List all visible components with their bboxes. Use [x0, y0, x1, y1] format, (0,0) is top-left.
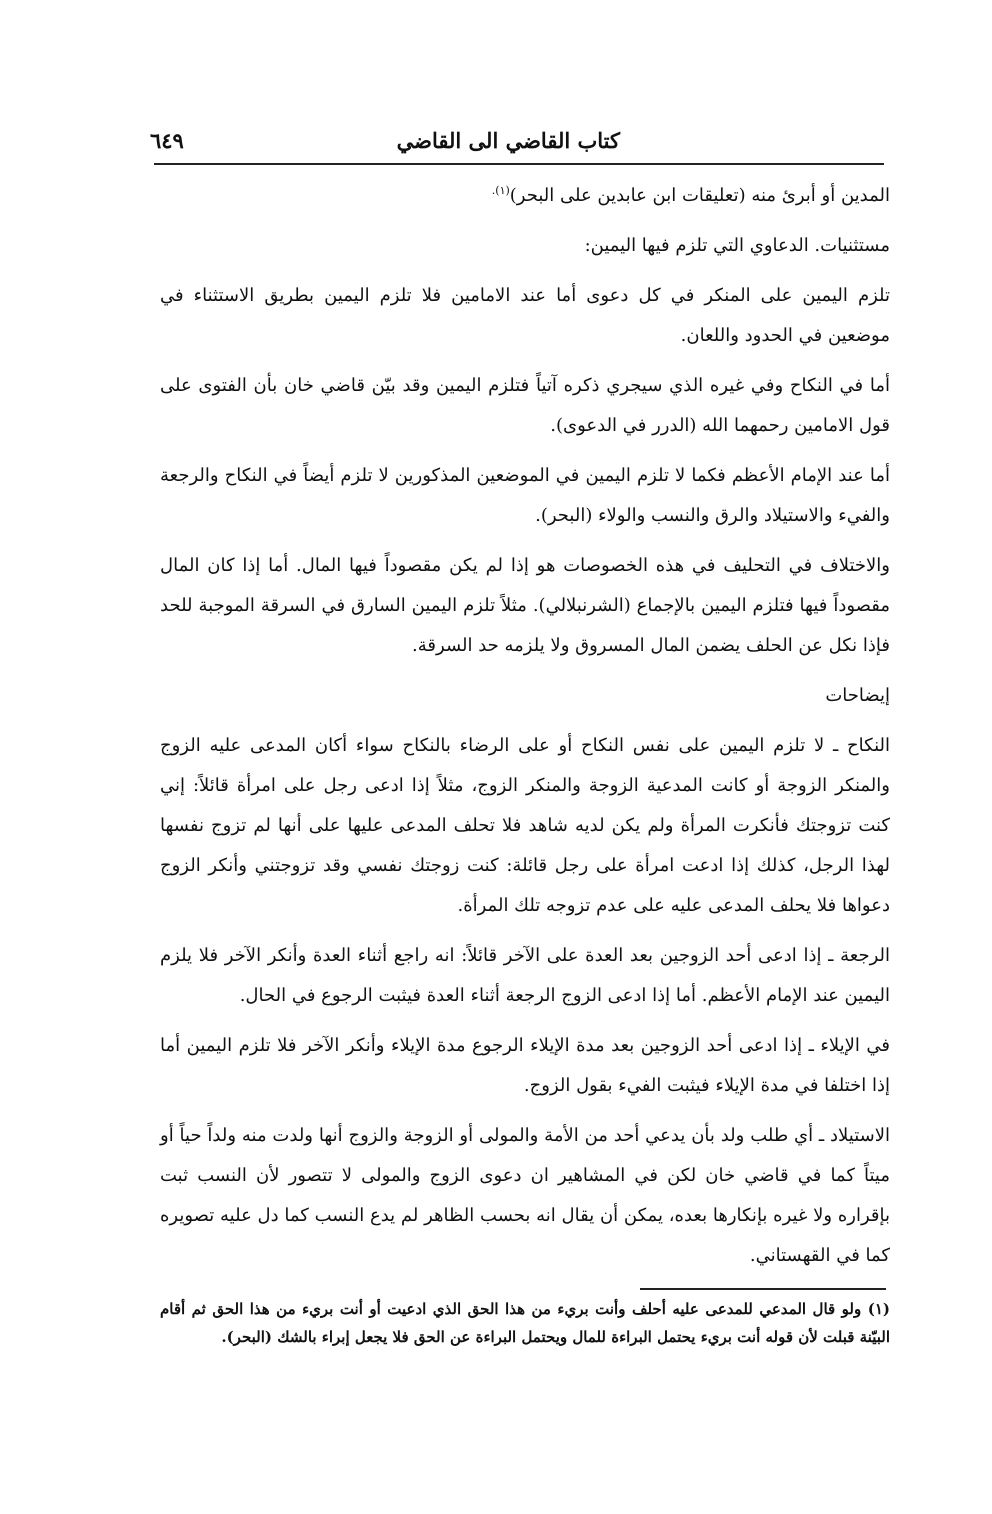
- paragraph-exceptions: مستثنيات. الدعاوي التي تلزم فيها اليمين:: [584, 235, 890, 256]
- footnote: (١) ولو قال المدعي للمدعى عليه أحلف وأنت بريء من هذا الحق الذي ادعيت أو أنت بريء من هذا الحق ثم أقام البيّنة قبلت لأن قوله أنت بريء يحتمل البراءة للمال ويحتمل البراءة عن الحق فلا يجعل إبراء بالشك (البحر).: [160, 1300, 890, 1346]
- paragraph: والاختلاف في التحليف في هذه الخصوصات هو إذا لم يكن مقصوداً فيها المال. أما إذا كان المال مقصوداً فيها فتلزم اليمين بالإجماع (الشرنبلالي). مثلاً تلزم اليمين السارق في السرقة الموجبة للحد فإذا نكل عن الحلف يضمن المال المسروق ولا يلزمه حد السرقة.: [160, 555, 890, 656]
- paragraph-istilad: الاستيلاد ـ أي طلب ولد بأن يدعي أحد من الأمة والمولى أو الزوجة والزوج أنها ولدت منه ولداً حياً أو ميتاً كما في قاضي خان لكن في المشاهير ان دعوى الزوج والمولى لا تتصور لأن النسب ثبت بإقراره ولا غيره بإنكارها بعده، يمكن أن يقال انه بحسب الظاهر لم يدع النسب كما دل عليه تصويره كما في القهستاني.: [160, 1125, 890, 1266]
- header-rule: [154, 163, 884, 165]
- paragraph: أما عند الإمام الأعظم فكما لا تلزم اليمين في الموضعين المذكورين لا تلزم أيضاً في النكاح والرجعة والفيء والاستيلاد والرق والنسب والولاء (البحر).: [160, 465, 890, 526]
- paragraph-intro: [160, 176, 890, 216]
- page-number: ٦٤٩: [150, 128, 184, 153]
- book-title: كتاب القاضي الى القاضي: [396, 128, 620, 153]
- footnote-rule: [640, 1288, 886, 1290]
- main-text: [160, 176, 890, 1286]
- paragraph: تلزم اليمين على المنكر في كل دعوى أما عند الامامين فلا تلزم اليمين بطريق الاستثناء في موضعين في الحدود واللعان.: [160, 285, 890, 346]
- paragraph: أما في النكاح وفي غيره الذي سيجري ذكره آتياً فتلزم اليمين وقد بيّن قاضي خان بأن الفتوى على قول الامامين رحمهما الله (الدرر في الدعوى).: [160, 375, 890, 436]
- section-heading: إيضاحات: [825, 685, 890, 706]
- paragraph-marriage: النكاح ـ لا تلزم اليمين على نفس النكاح أو على الرضاء بالنكاح سواء أكان المدعى عليه الزوج والمنكر الزوجة أو كانت المدعية الزوجة والمنكر الزوج، مثلاً إذا ادعى رجل على امرأة قائلاً: إني كنت تزوجتك فأنكرت المرأة ولم يكن لديه شاهد فلا تحلف المدعى عليها على أنها لم تزوج نفسها لهذا الرجل، كذلك إذا ادعت امرأة على رجل قائلة: كنت زوجتك نفسي وقد تزوجتني وأنكر الزوج دعواها فلا يحلف المدعى عليه على عدم تزوجه تلك المرأة.: [160, 735, 891, 916]
- paragraph-intro-text: المدين أو أبرئ منه (تعليقات ابن عابدين على البحر): [509, 185, 890, 206]
- paragraph-ila: في الإيلاء ـ إذا ادعى أحد الزوجين بعد مدة الإيلاء الرجوع مدة الإيلاء وأنكر الآخر فلا تلزم اليمين أما إذا اختلفا في مدة الإيلاء فيثبت الفيء بقول الزوج.: [160, 1035, 890, 1096]
- paragraph-revocation: الرجعة ـ إذا ادعى أحد الزوجين بعد العدة على الآخر قائلاً: انه راجع أثناء العدة وأنكر الآخر فلا يلزم اليمين عند الإمام الأعظم. أما إذا ادعى الزوج الرجعة أثناء العدة فيثبت الرجوع في الحال.: [160, 945, 890, 1006]
- footnote-marker: (١).: [491, 184, 510, 197]
- running-header: [150, 126, 870, 162]
